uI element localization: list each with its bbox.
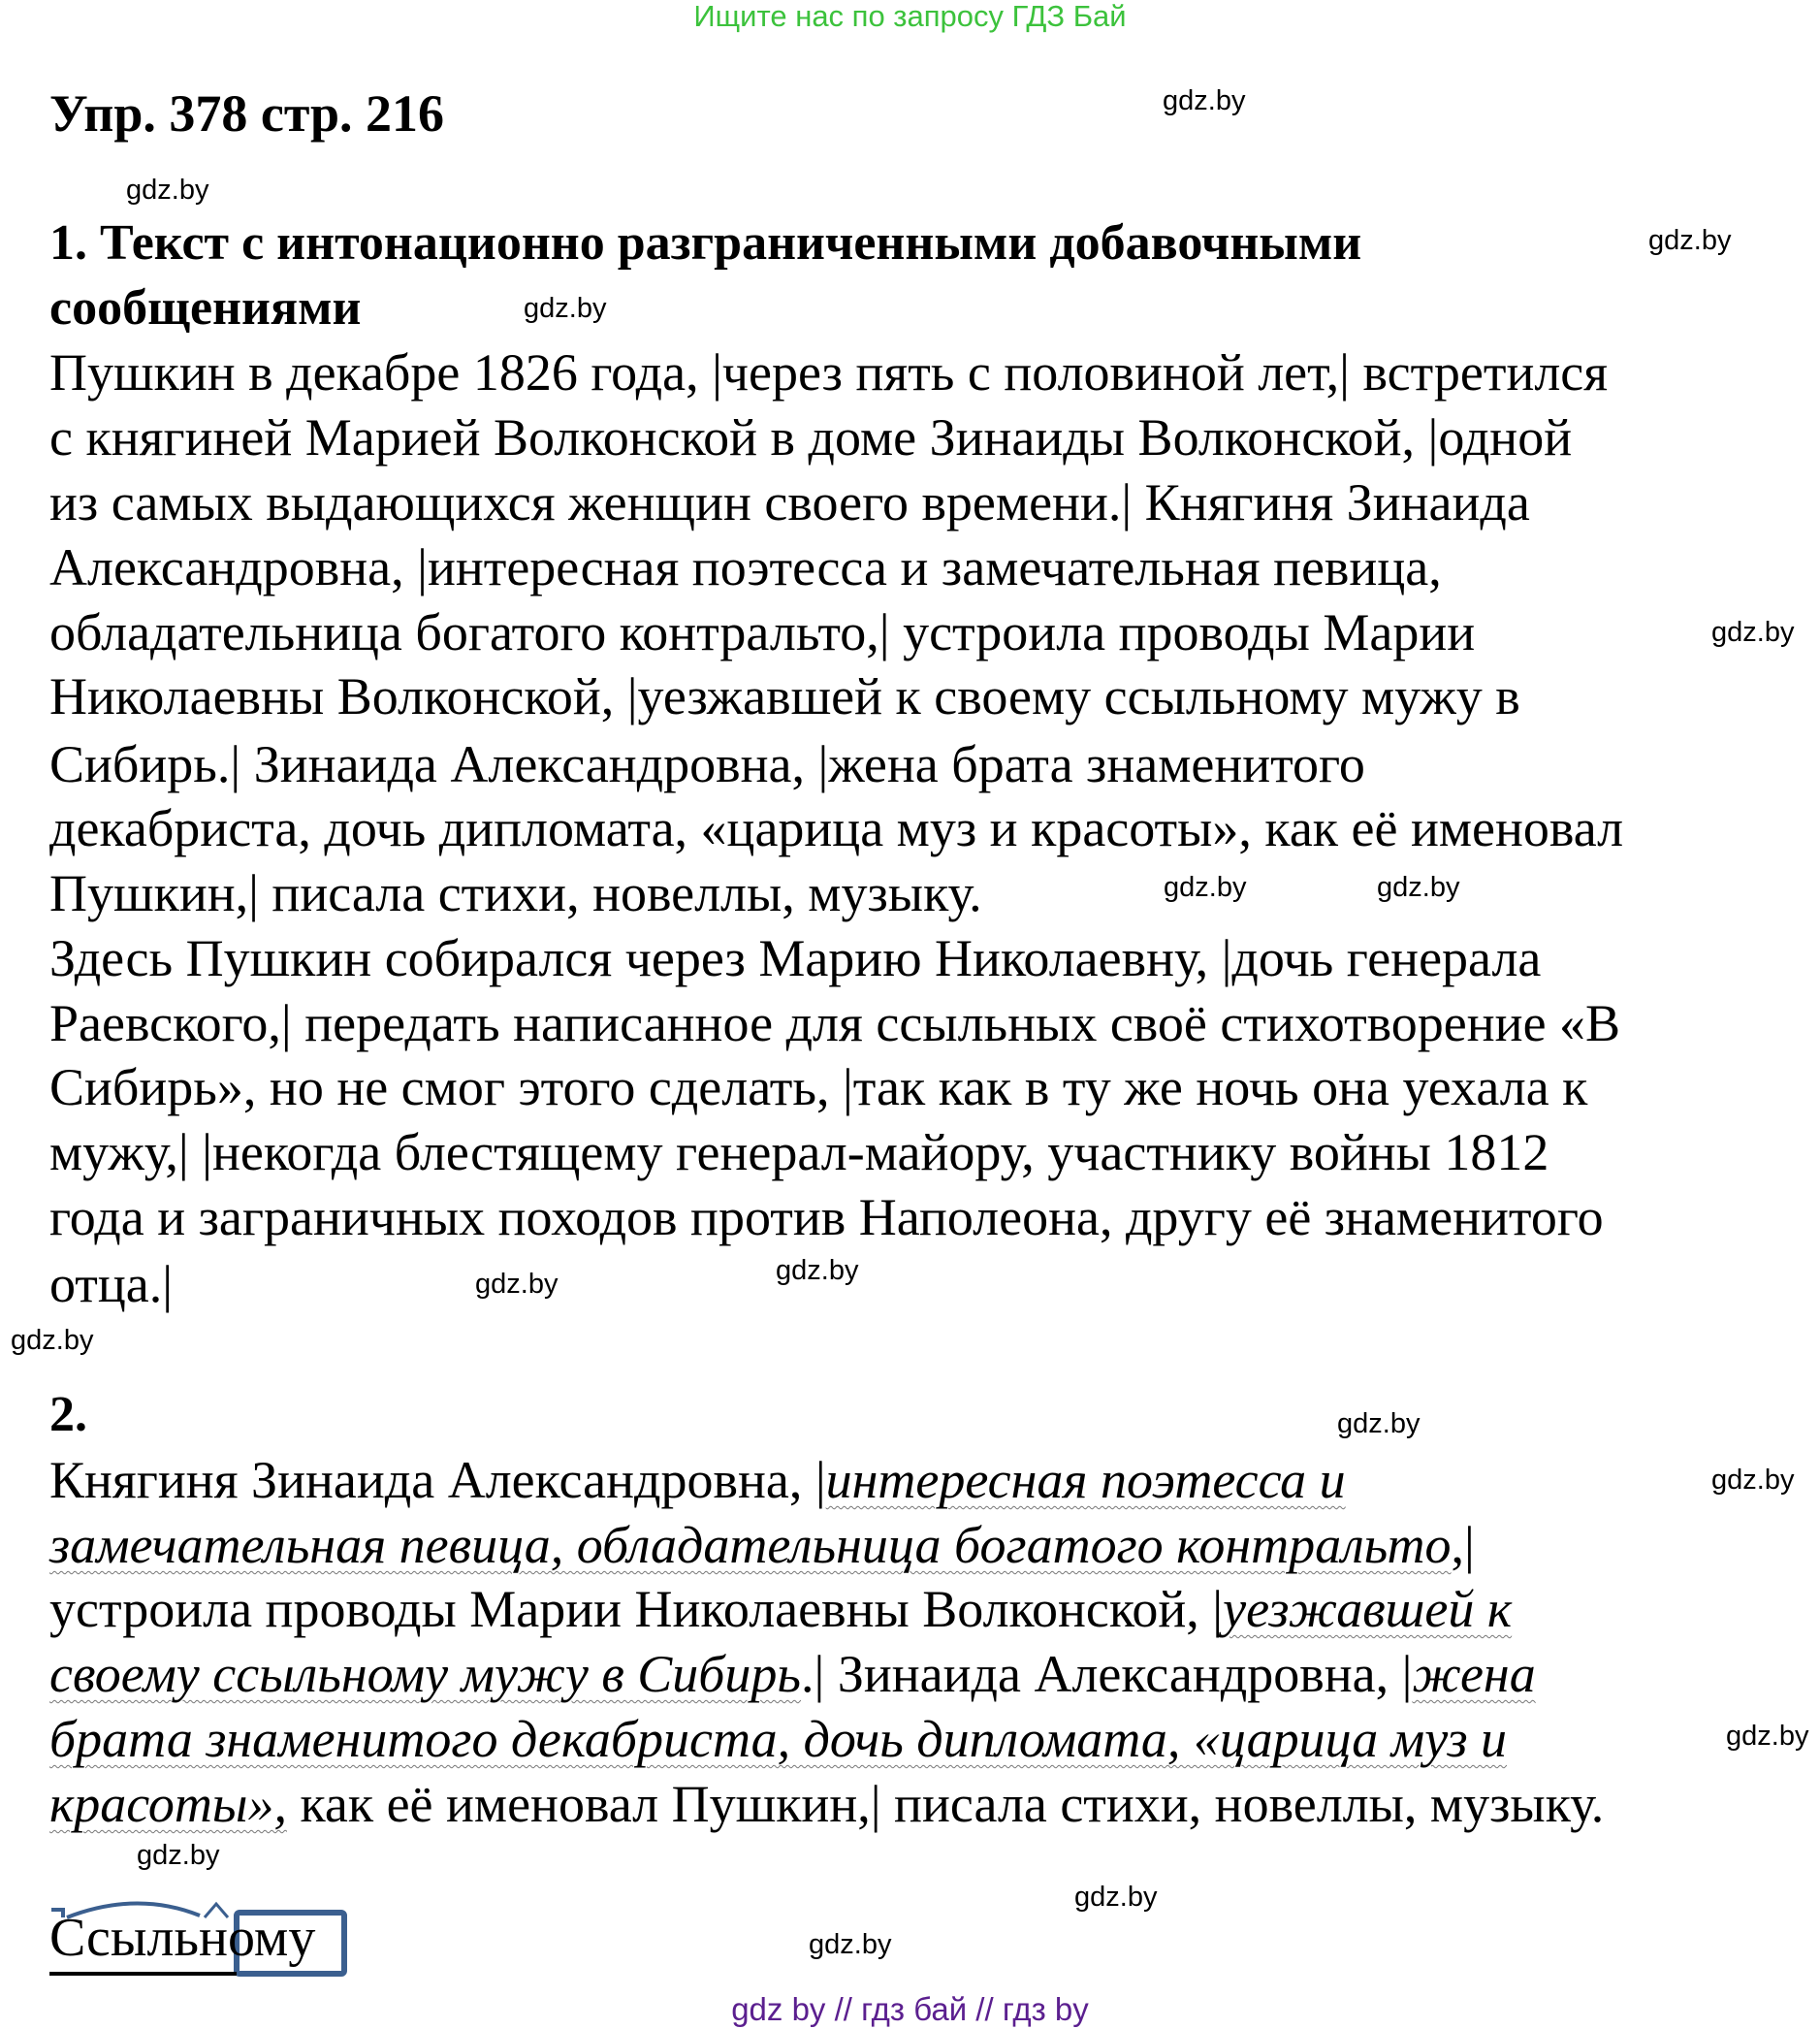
search-banner: Ищите нас по запросу ГДЗ Бай bbox=[693, 0, 1127, 33]
text-line: мужу,| |некогда блестящему генерал-майору, участнику войны 1812 bbox=[49, 1123, 1549, 1181]
watermark: gdz.by bbox=[809, 1929, 892, 1960]
watermark: gdz.by bbox=[524, 293, 607, 324]
section1-heading-line2: сообщениями bbox=[49, 280, 362, 336]
text-line: отца.| bbox=[49, 1255, 174, 1313]
watermark: gdz.by bbox=[1377, 872, 1460, 903]
watermark: gdz.by bbox=[475, 1269, 559, 1300]
text-fragment: Княгиня Зинаида Александровна, | bbox=[49, 1451, 826, 1509]
text-fragment: как её именовал Пушкин,| писала стихи, новеллы, музыку. bbox=[286, 1775, 1605, 1833]
additional-message-fragment: жена bbox=[1412, 1645, 1536, 1703]
watermark: gdz.by bbox=[1163, 85, 1246, 116]
section2-heading: 2. bbox=[49, 1387, 87, 1442]
text-line: Пушкин,| писала стихи, новеллы, музыку. bbox=[49, 864, 982, 922]
text-line: Раевского,| передать написанное для ссыльных своё стихотворение «В bbox=[49, 994, 1621, 1052]
analysed-word: Ссыльному bbox=[49, 1908, 316, 1968]
text-line bbox=[49, 1448, 1346, 1512]
text-line: Пушкин в декабре 1826 года, |через пять с половиной лет,| встретился bbox=[49, 343, 1609, 402]
text-fragment: ,| bbox=[1451, 1516, 1475, 1574]
additional-message-fragment: уезжавшей к bbox=[1223, 1580, 1513, 1638]
footer-links: gdz by // гдз бай // гдз by bbox=[731, 1991, 1089, 2027]
text-fragment: устроила проводы Марии Николаевны Волконской, | bbox=[49, 1580, 1224, 1638]
text-line: Александровна, |интересная поэтесса и замечательная певица, bbox=[49, 538, 1442, 596]
watermark: gdz.by bbox=[1711, 617, 1795, 648]
watermark: gdz.by bbox=[1711, 1465, 1795, 1496]
text-line: Здесь Пушкин собирался через Марию Николаевну, |дочь генерала bbox=[49, 929, 1542, 987]
word-analysis bbox=[49, 1896, 360, 1983]
additional-message-fragment: своему ссыльному мужу в Сибирь bbox=[49, 1645, 802, 1703]
watermark: gdz.by bbox=[1074, 1882, 1158, 1913]
watermark: gdz.by bbox=[1648, 225, 1732, 256]
page-title: Упр. 378 стр. 216 bbox=[49, 84, 445, 143]
additional-message-fragment: брата знаменитого декабриста, дочь дипломата, «царица муз и bbox=[49, 1710, 1508, 1768]
text-line bbox=[49, 1772, 1604, 1836]
text-line bbox=[49, 1642, 1536, 1706]
additional-message-fragment: интересная поэтесса и bbox=[825, 1451, 1346, 1509]
additional-message-fragment: замечательная певица, обладательница богатого контральто bbox=[49, 1516, 1452, 1574]
text-fragment: .| Зинаида Александровна, | bbox=[801, 1645, 1413, 1703]
section1-heading-line1: 1. Текст с интонационно разграниченными добавочными bbox=[49, 215, 1362, 271]
watermark: gdz.by bbox=[11, 1325, 94, 1356]
text-line bbox=[49, 1513, 1475, 1577]
text-line: с княгиней Марией Волконской в доме Зинаиды Волконской, |одной bbox=[49, 408, 1573, 467]
watermark: gdz.by bbox=[137, 1840, 220, 1871]
text-line: декабриста, дочь дипломата, «царица муз и красоты», как её именовал bbox=[49, 799, 1624, 857]
watermark: gdz.by bbox=[1337, 1408, 1421, 1439]
watermark: gdz.by bbox=[1164, 872, 1247, 903]
text-line: из самых выдающихся женщин своего времени.| Княгиня Зинаида bbox=[49, 473, 1530, 531]
text-line: года и заграничных походов против Наполеона, другу её знаменитого bbox=[49, 1188, 1604, 1246]
text-line bbox=[49, 1707, 1507, 1771]
text-line: Сибирь.| Зинаида Александровна, |жена брата знаменитого bbox=[49, 735, 1365, 793]
text-line: Сибирь», но не смог этого сделать, |так как в ту же ночь она уехала к bbox=[49, 1058, 1588, 1116]
watermark: gdz.by bbox=[126, 175, 209, 206]
text-line bbox=[49, 1577, 1512, 1641]
text-line: обладательница богатого контральто,| устроила проводы Марии bbox=[49, 603, 1476, 661]
text-line: Николаевны Волконской, |уезжавшей к своему ссыльному мужу в bbox=[49, 667, 1520, 725]
additional-message-fragment: красоты», bbox=[49, 1775, 287, 1833]
watermark: gdz.by bbox=[776, 1255, 859, 1286]
watermark: gdz.by bbox=[1726, 1721, 1809, 1752]
